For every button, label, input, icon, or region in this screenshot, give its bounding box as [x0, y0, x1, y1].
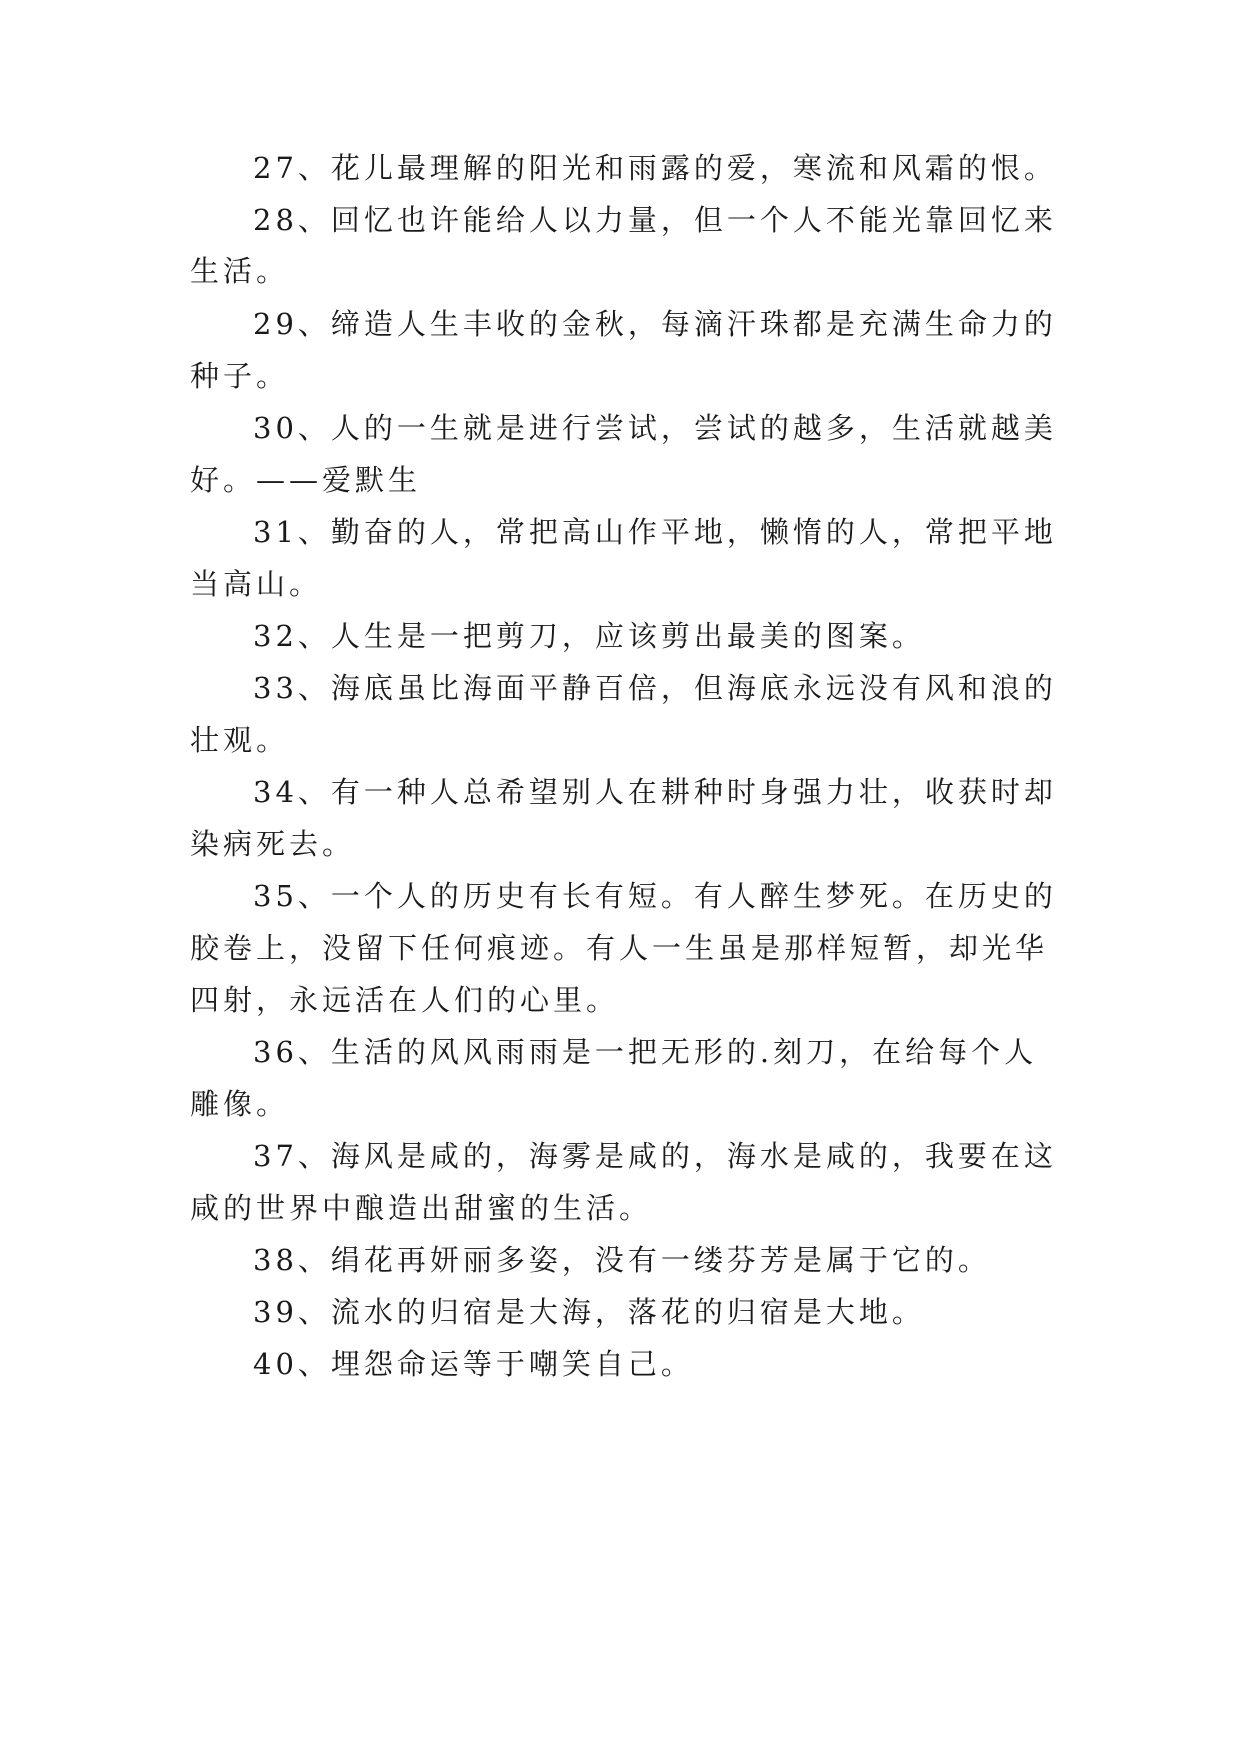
quote-33-line-2: 壮观。: [190, 723, 290, 757]
quote-29-line-2: 种子。: [190, 359, 290, 393]
quote-28-line-2: 生活。: [190, 254, 290, 288]
quote-35-line-2: 胶卷上，没留下任何痕迹。有人一生虽是那样短暂，却光华: [190, 931, 1049, 965]
quote-31-line-2: 当高山。: [190, 567, 323, 601]
quote-31-line-1: 31、勤奋的人，常把高山作平地，懒惰的人，常把平地: [253, 515, 1057, 549]
quote-29-line-1: 29、缔造人生丰收的金秋，每滴汗珠都是充满生命力的: [253, 307, 1057, 341]
quote-34-line-1: 34、有一种人总希望别人在耕种时身强力壮，收获时却: [253, 775, 1057, 809]
quote-38-line-1: 38、绢花再妍丽多姿，没有一缕芬芳是属于它的。: [253, 1243, 991, 1277]
quote-33-line-1: 33、海底虽比海面平静百倍，但海底永远没有风和浪的: [253, 671, 1057, 705]
quote-40-line-1: 40、埋怨命运等于嘲笑自己。: [253, 1347, 694, 1381]
quote-39-line-1: 39、流水的归宿是大海，落花的归宿是大地。: [253, 1295, 925, 1329]
quote-36-line-2: 雕像。: [190, 1087, 290, 1121]
quote-34-line-2: 染病死去。: [190, 827, 356, 861]
quote-37-line-1: 37、海风是咸的，海雾是咸的，海水是咸的，我要在这: [253, 1139, 1057, 1173]
quote-27-line-1: 27、花儿最理解的阳光和雨露的爱，寒流和风霜的恨。: [253, 151, 1057, 185]
quote-37-line-2: 咸的世界中酿造出甜蜜的生活。: [190, 1191, 653, 1225]
quote-28-line-1: 28、回忆也许能给人以力量，但一个人不能光靠回忆来: [253, 203, 1057, 237]
quote-36-line-1: 36、生活的风风雨雨是一把无形的.刻刀，在给每个人: [253, 1035, 1038, 1069]
quote-30-line-1: 30、人的一生就是进行尝试，尝试的越多，生活就越美: [253, 411, 1057, 445]
quote-35-line-3: 四射，永远活在人们的心里。: [190, 983, 620, 1017]
quote-32-line-1: 32、人生是一把剪刀，应该剪出最美的图案。: [253, 619, 925, 653]
quote-35-line-1: 35、一个人的历史有长有短。有人醉生梦死。在历史的: [253, 879, 1057, 913]
quote-30-line-2: 好。——爱默生: [190, 463, 422, 497]
